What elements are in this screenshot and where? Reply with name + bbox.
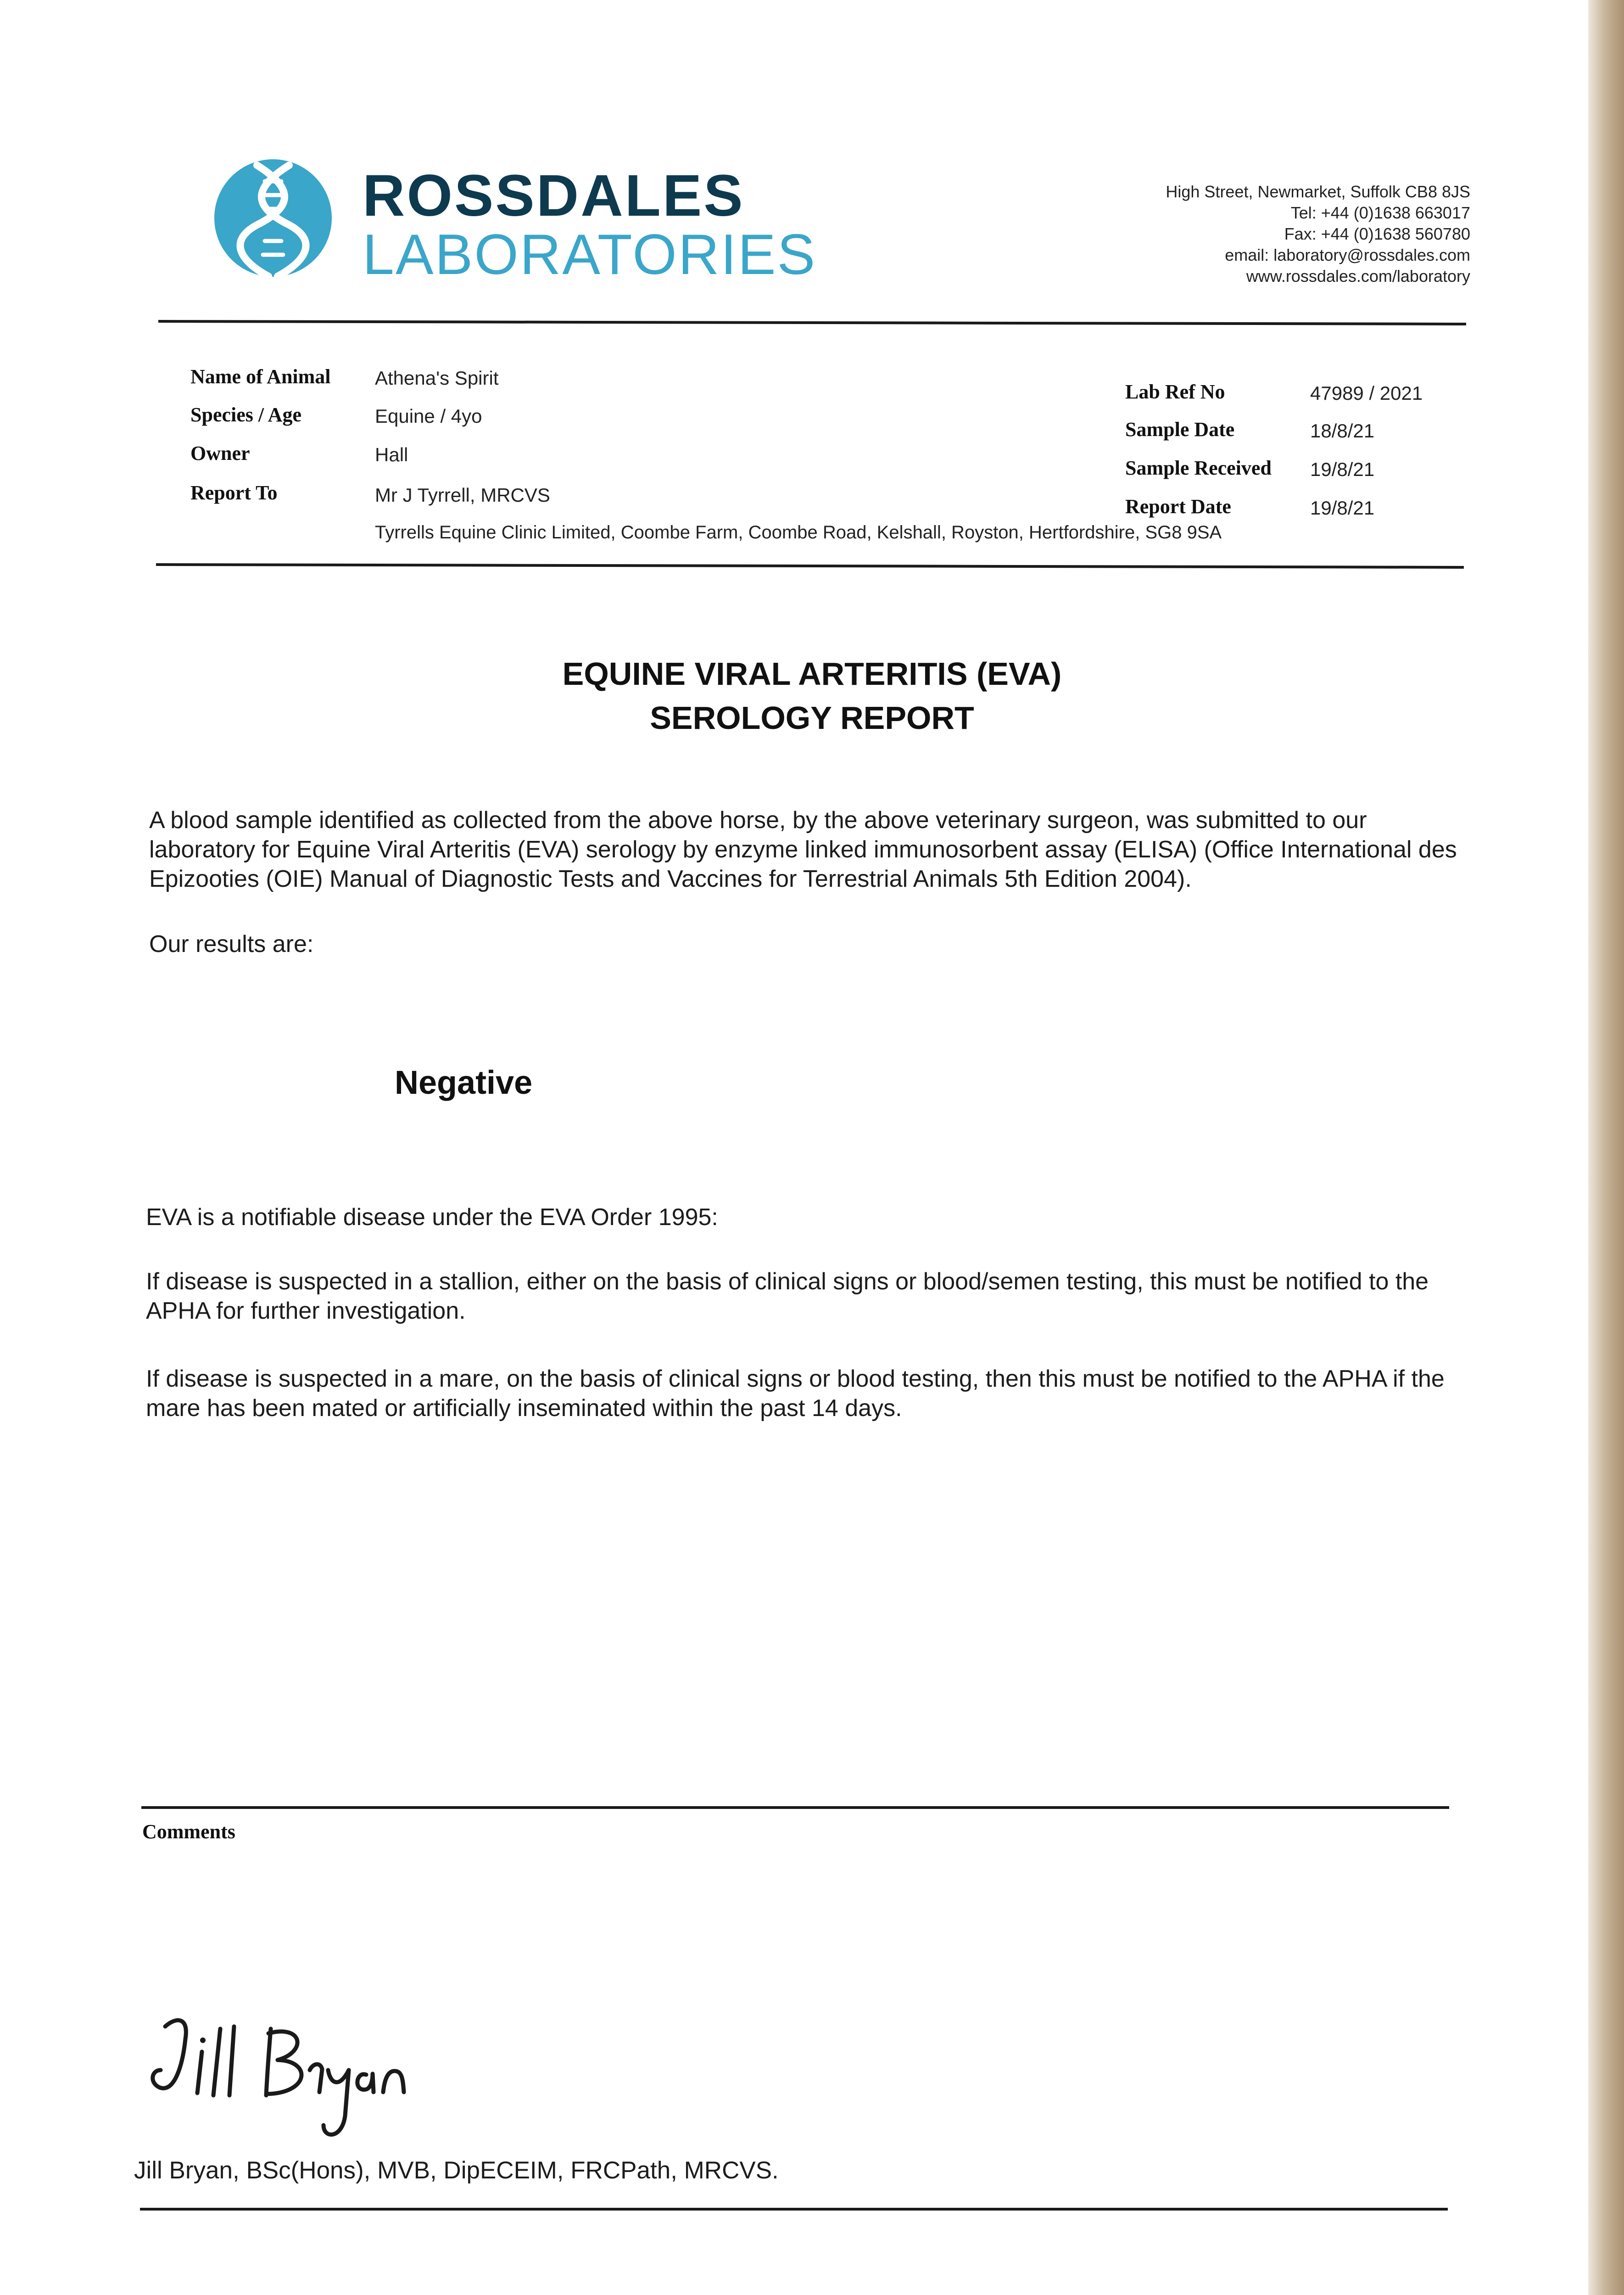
species-age-label: Species / Age	[190, 403, 301, 426]
details-divider	[156, 563, 1464, 569]
report-to-value: Mr J Tyrrell, MRCVS	[375, 484, 550, 506]
report-to-address: Tyrrells Equine Clinic Limited, Coombe Farm, Coombe Road, Kelshall, Royston, Hertfordshire, SG8 9SA	[375, 522, 1222, 543]
signatory-name: Jill Bryan, BSc(Hons), MVB, DipECEIM, FRCPath, MRCVS.	[134, 2157, 779, 2184]
report-date-value: 19/8/21	[1310, 497, 1375, 519]
owner-value: Hall	[375, 444, 408, 465]
lab-ref-value: 47989 / 2021	[1310, 382, 1423, 404]
owner-label: Owner	[190, 442, 250, 465]
name-of-animal-label: Name of Animal	[190, 365, 331, 388]
report-to-label: Report To	[190, 481, 278, 504]
result-value: Negative	[395, 1064, 533, 1101]
comments-label: Comments	[142, 1820, 235, 1843]
report-title	[0, 652, 1624, 740]
results-intro: Our results are:	[149, 931, 314, 957]
comments-divider	[141, 1806, 1449, 1809]
species-age-value: Equine / 4yo	[375, 405, 482, 427]
contact-email[interactable]: email: laboratory@rossdales.com	[1225, 246, 1470, 264]
contact-website[interactable]: www.rossdales.com/laboratory	[1246, 267, 1470, 285]
logo	[213, 156, 333, 280]
report-title-line1: EQUINE VIRAL ARTERITIS (EVA)	[562, 656, 1062, 692]
sample-received-label: Sample Received	[1125, 457, 1272, 479]
brand-name-line2: LABORATORIES	[363, 223, 817, 286]
notifiable-statement: EVA is a notifiable disease under the EVA Order 1995:	[146, 1204, 718, 1231]
footer-divider	[140, 2208, 1448, 2211]
stallion-note: If disease is suspected in a stallion, either on the basis of clinical signs or blood/semen testing, this must be notified to the APHA for further investigation.	[146, 1268, 1429, 1324]
contact-tel: Tel: +44 (0)1638 663017	[1290, 203, 1470, 222]
sample-date-value: 18/8/21	[1310, 420, 1375, 442]
handwritten-signature	[147, 2001, 431, 2153]
sample-received-value: 19/8/21	[1310, 459, 1375, 480]
lab-ref-label: Lab Ref No	[1125, 381, 1225, 403]
report-date-label: Report Date	[1125, 495, 1231, 518]
header-divider	[158, 320, 1466, 325]
scan-edge	[1588, 0, 1624, 2295]
dna-logo-icon	[213, 156, 333, 280]
sample-date-label: Sample Date	[1125, 418, 1235, 441]
mare-note: If disease is suspected in a mare, on the basis of clinical signs or blood testing, then this must be notified to the APHA if the mare has been mated or artificially inseminated within the past 14 days.	[146, 1366, 1445, 1422]
name-of-animal-value: Athena's Spirit	[375, 367, 499, 389]
brand-name-line1: ROSSDALES	[363, 163, 745, 229]
contact-address: High Street, Newmarket, Suffolk CB8 8JS	[1166, 182, 1470, 201]
contact-fax: Fax: +44 (0)1638 560780	[1284, 224, 1470, 243]
report-title-line2: SEROLOGY REPORT	[650, 700, 974, 736]
intro-paragraph: A blood sample identified as collected from the above horse, by the above veterinary surgeon, was submitted to our laboratory for Equine Viral Arteritis (EVA) serology by enzyme linked immunosorbent assay (ELISA) (Office International des Epizooties (OIE) Manual of Diagnostic Tests and Vaccines for Terrestrial Animals 5th Edition 2004).	[149, 807, 1457, 892]
